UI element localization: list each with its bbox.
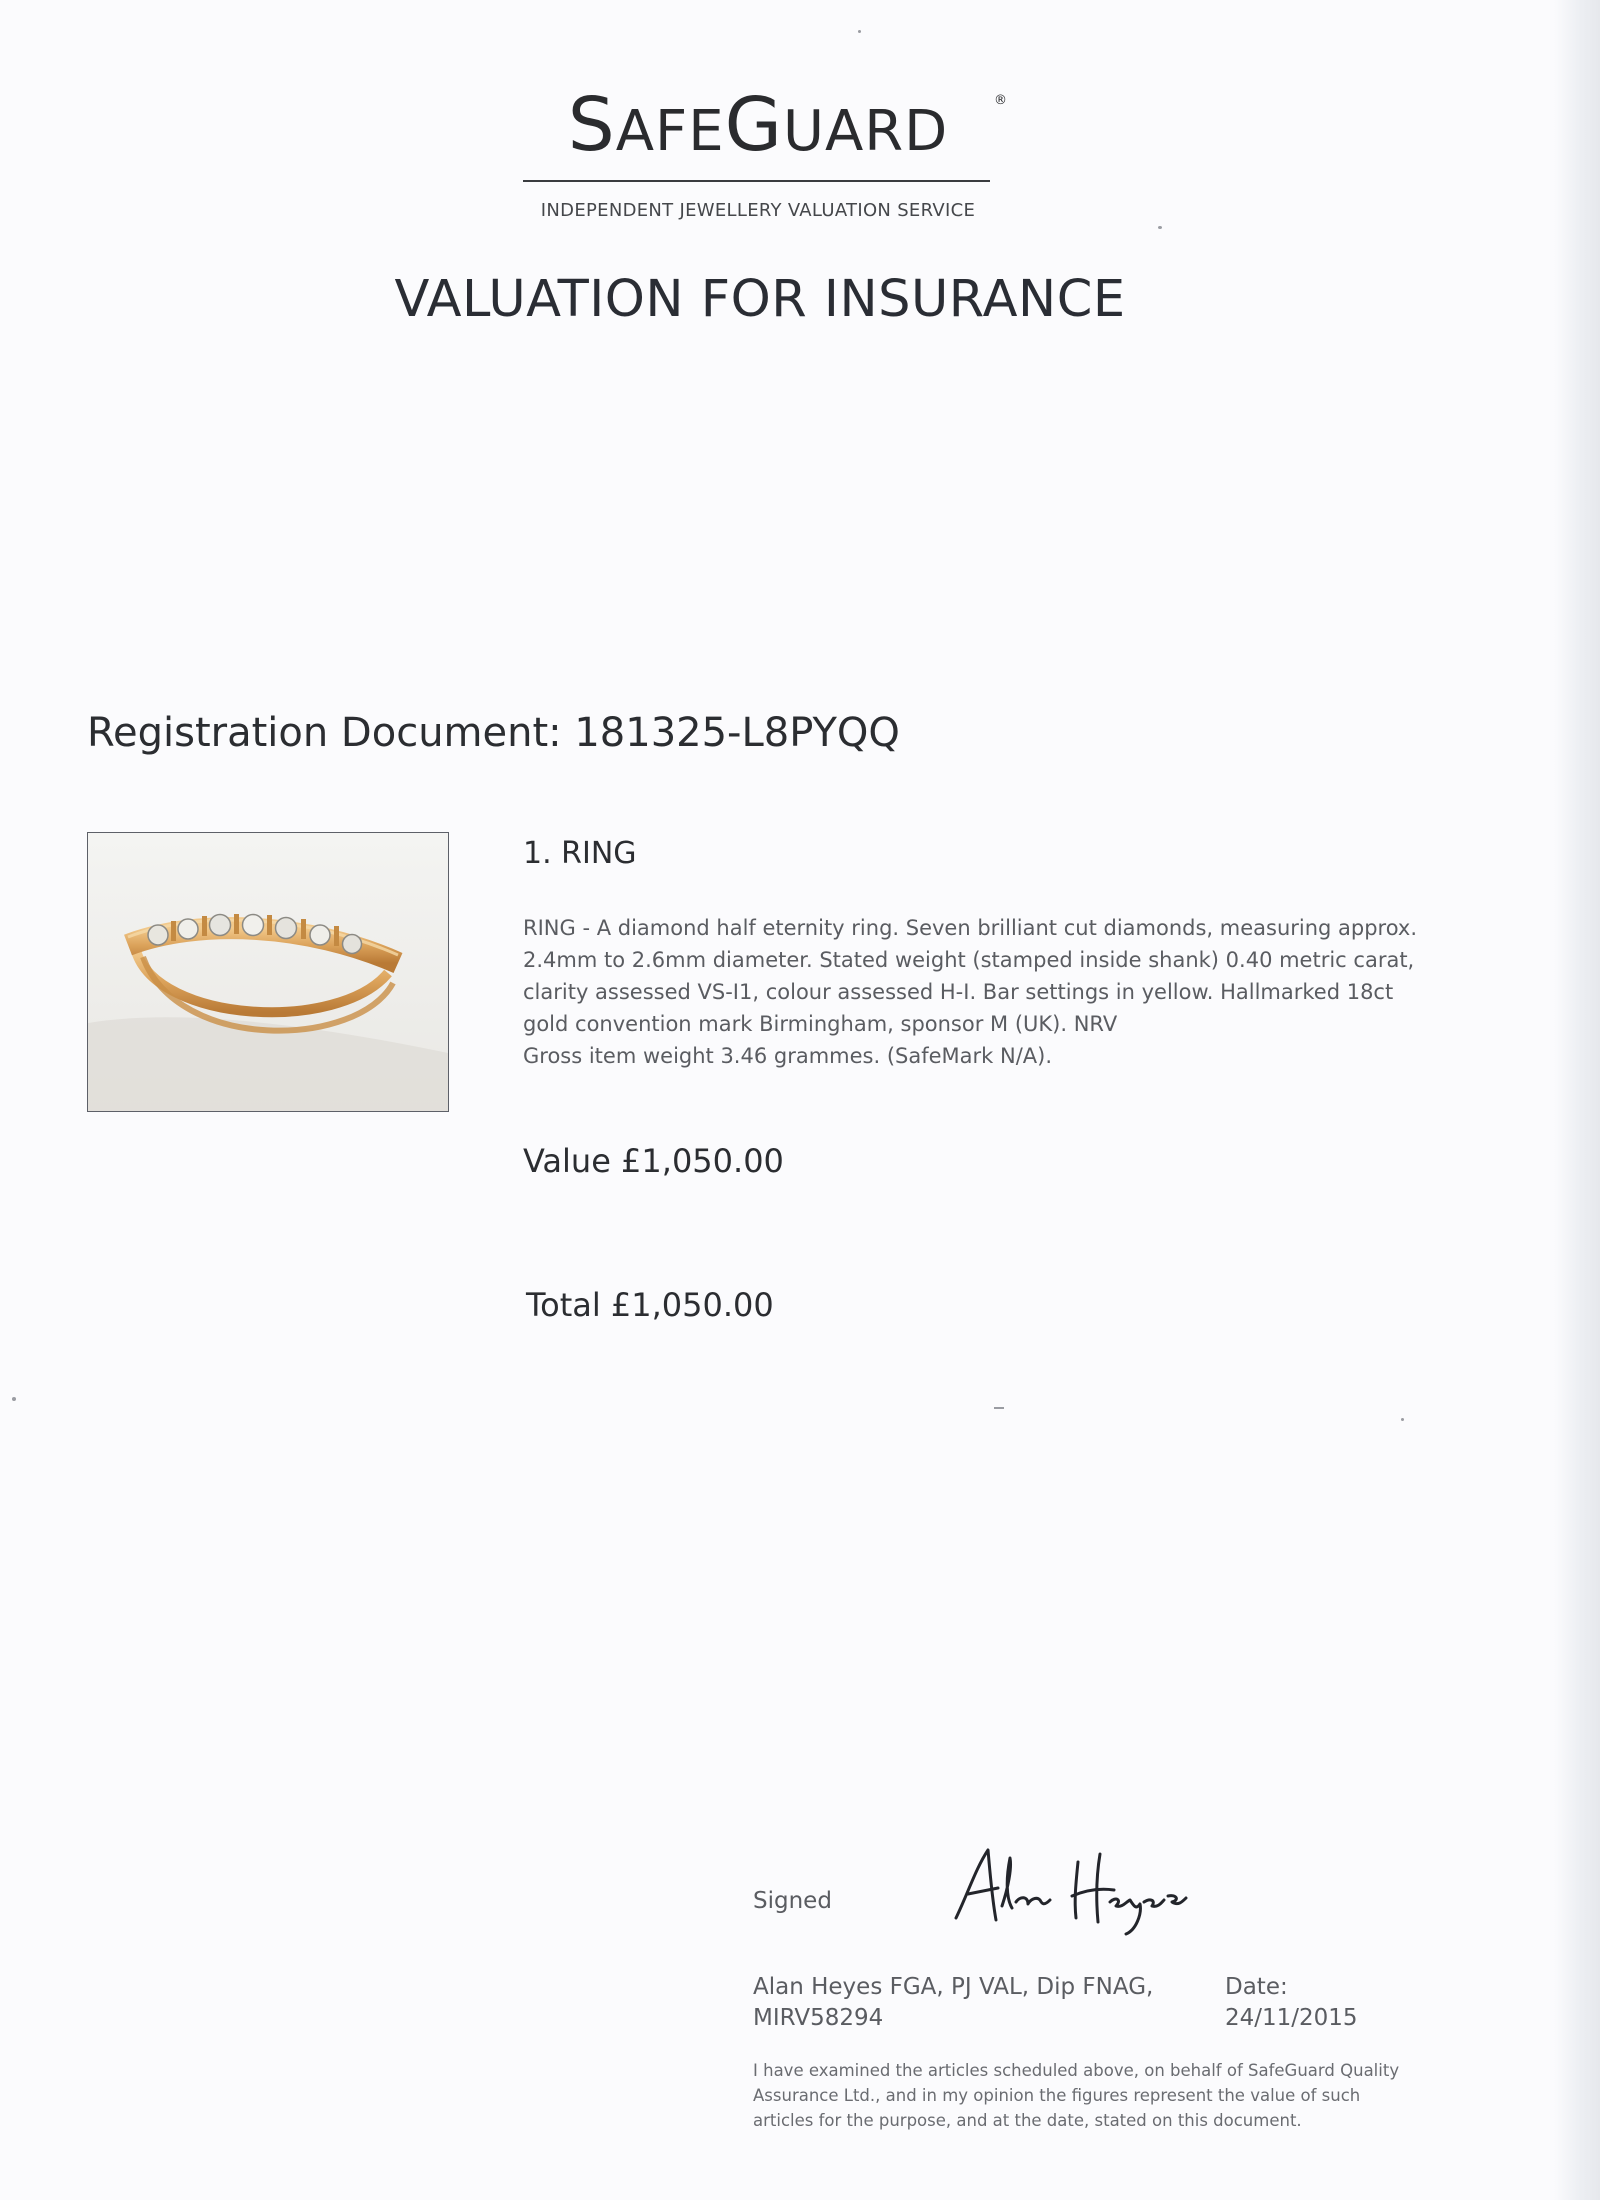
logo-underline bbox=[523, 180, 990, 182]
date-label: Date: bbox=[1225, 1974, 1288, 2000]
scan-speck bbox=[1401, 1418, 1404, 1421]
description-line: gold convention mark Birmingham, sponsor M (UK). NRV bbox=[523, 1012, 1118, 1036]
valuer-name: Alan Heyes FGA, PJ VAL, Dip FNAG, bbox=[753, 1974, 1154, 2000]
logo-tagline: INDEPENDENT JEWELLERY VALUATION SERVICE bbox=[540, 200, 976, 221]
disclaimer bbox=[753, 2058, 1453, 2133]
logo-wordmark bbox=[523, 82, 1007, 168]
description-line: Gross item weight 3.46 grammes. (SafeMark N/A). bbox=[523, 1044, 1053, 1068]
scan-speck bbox=[12, 1397, 16, 1401]
ring-illustration bbox=[88, 833, 448, 1111]
item-value: Value £1,050.00 bbox=[523, 1142, 784, 1180]
disclaimer-line: I have examined the articles scheduled above, on behalf of SafeGuard Quality bbox=[753, 2061, 1400, 2080]
disclaimer-line: articles for the purpose, and at the date, stated on this document. bbox=[753, 2111, 1302, 2130]
description-line: 2.4mm to 2.6mm diameter. Stated weight (stamped inside shank) 0.40 metric carat, bbox=[523, 948, 1415, 972]
item-description bbox=[523, 912, 1453, 1072]
valuer-registration: MIRV58294 bbox=[753, 2005, 884, 2031]
valuer-details bbox=[753, 1972, 1153, 2034]
logo-letters: AFE bbox=[615, 99, 725, 164]
scan-edge-shadow bbox=[1554, 0, 1600, 2200]
description-line: clarity assessed VS-I1, colour assessed H-I. Bar settings in yellow. Hallmarked 18ct bbox=[523, 980, 1394, 1004]
date-block bbox=[1225, 1972, 1358, 2034]
date-value: 24/11/2015 bbox=[1225, 2005, 1358, 2031]
scan-speck bbox=[994, 1407, 1004, 1409]
handwritten-signature bbox=[950, 1838, 1200, 1938]
scan-speck bbox=[1158, 226, 1162, 229]
disclaimer-line: Assurance Ltd., and in my opinion the figures represent the value of such bbox=[753, 2086, 1361, 2105]
registered-mark: ® bbox=[994, 93, 1007, 108]
total-value: Total £1,050.00 bbox=[526, 1286, 774, 1324]
registration-number: Registration Document: 181325-L8PYQQ bbox=[87, 710, 900, 756]
safeguard-logo bbox=[523, 82, 1007, 168]
document-title: VALUATION FOR INSURANCE bbox=[394, 270, 1126, 329]
logo-letter: S bbox=[567, 82, 616, 168]
signed-label: Signed bbox=[753, 1888, 832, 1914]
scan-speck bbox=[858, 30, 861, 33]
logo-letter: G bbox=[724, 82, 783, 168]
logo-letters: UARD bbox=[782, 99, 949, 164]
description-line: RING - A diamond half eternity ring. Seven brilliant cut diamonds, measuring approx. bbox=[523, 916, 1418, 940]
item-heading: 1. RING bbox=[523, 836, 637, 871]
ring-photo bbox=[87, 832, 449, 1112]
